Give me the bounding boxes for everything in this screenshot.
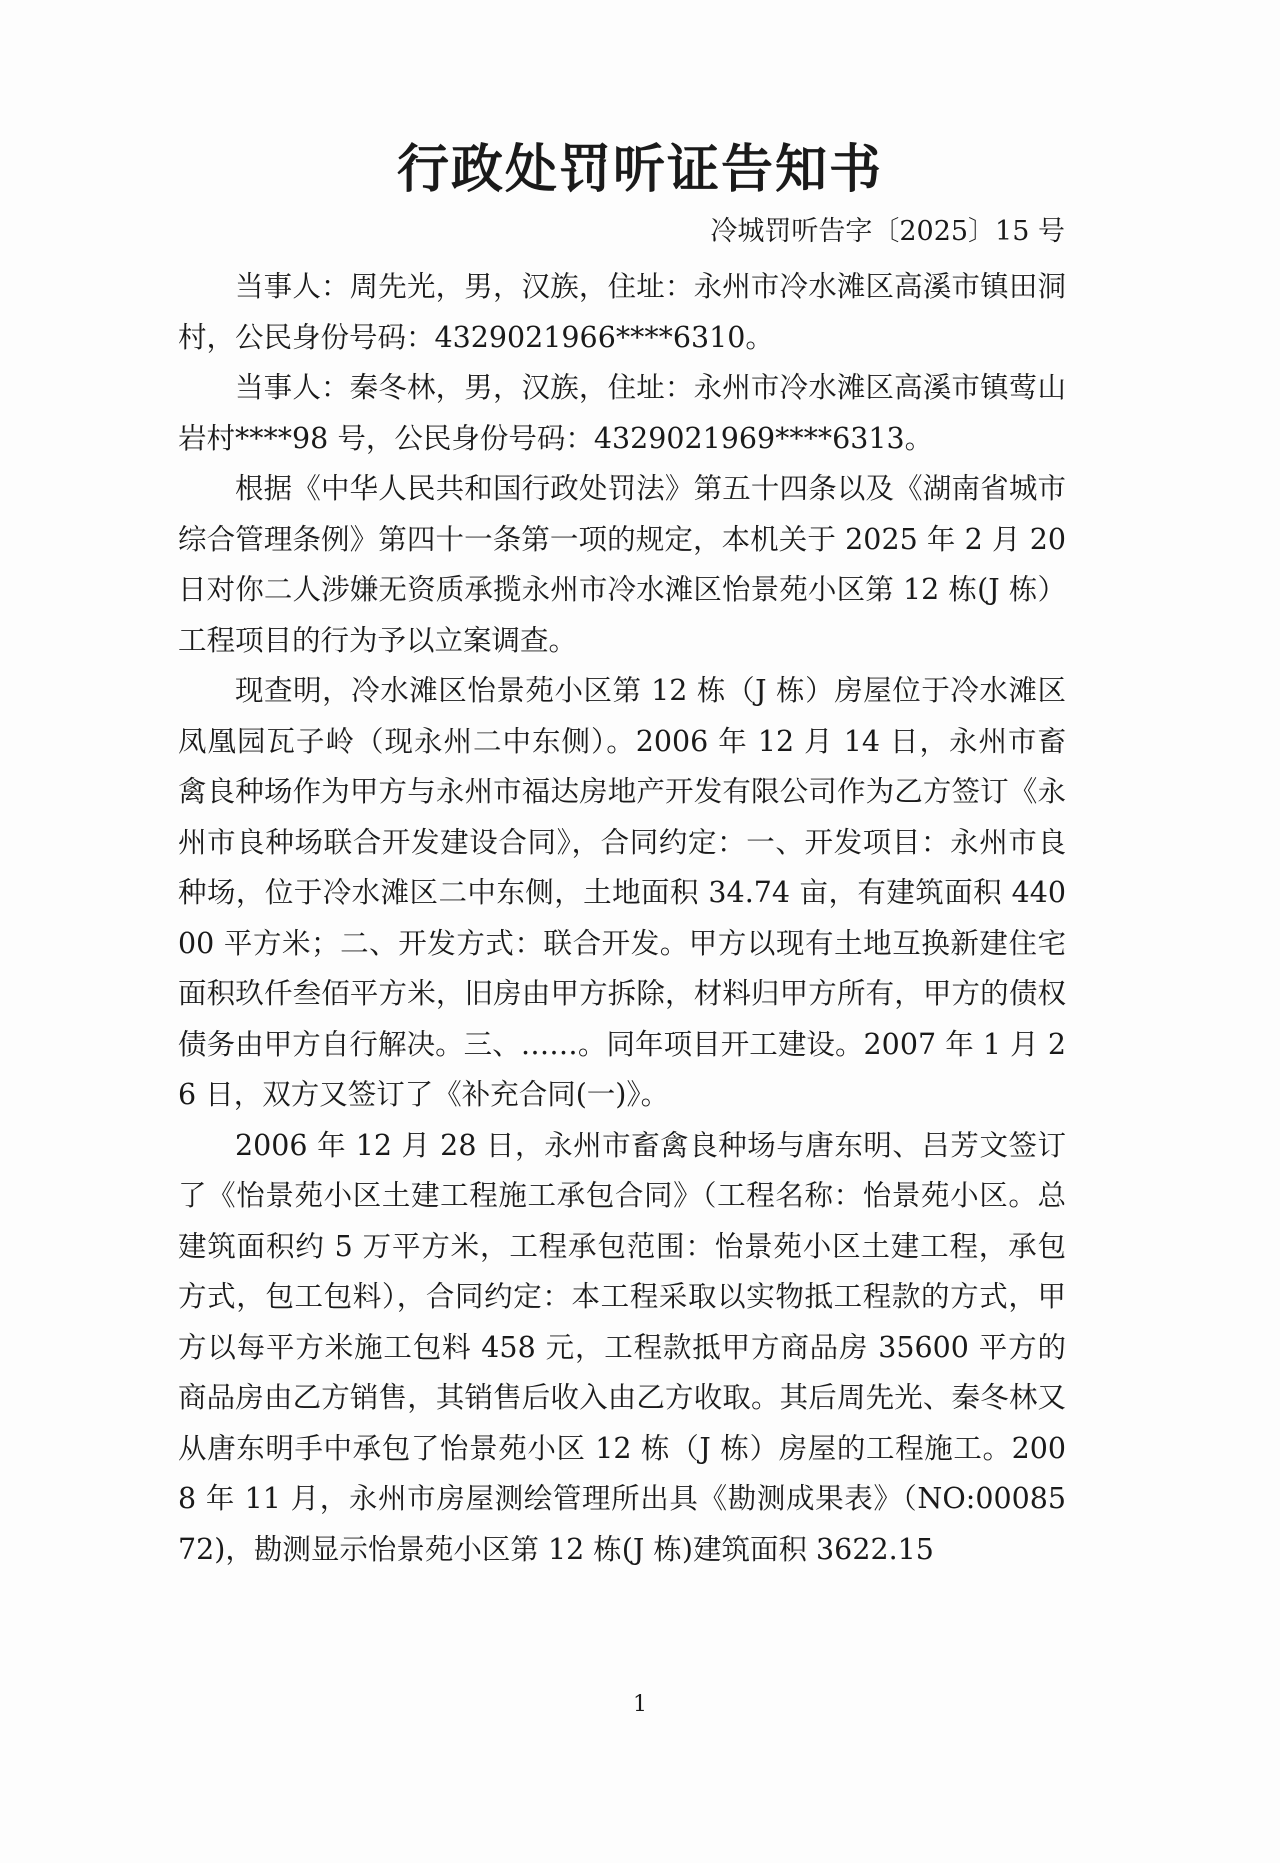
document-title: 行政处罚听证告知书 [396,139,883,200]
paragraph-contract: 2006 年 12 月 28 日，永州市畜禽良种场与唐东明、吕芳文签订了《怡景苑小区土建工程施工承包合同》（工程名称：怡景苑小区。总建筑面积约 5 万平方米，工程承包范围：怡景苑小区土建工程，承包方式，包工包料），合同约定：本工程采取以实物抵工程款的方式，甲方以每平方米施工包料 458 元，工程款抵甲方商品房 35600 平方的商品房由乙方销售，其销售后收入由乙方收取。其后周先光、秦冬林又从唐东明手中承包了怡景苑小区 12 栋（J 栋）房屋的工程施工。2008 年 11 月，永州市房屋测绘管理所出具《勘测成果表》（NO:0008572)，勘测显示怡景苑小区第 12 栋(J 栋)建筑面积 3622.15 [178,1128,1066,1566]
paragraph-legal-basis: 根据《中华人民共和国行政处罚法》第五十四条以及《湖南省城市综合管理条例》第四十一条第一项的规定，本机关于 2025 年 2 月 20 日对你二人涉嫌无资质承揽永州市冷水滩区怡景苑小区第 12 栋(J 栋）工程项目的行为予以立案调查。 [178,472,1066,657]
paragraph-party-2: 当事人：秦冬林，男，汉族，住址：永州市冷水滩区高溪市镇莺山岩村****98 号，公民身份号码：4329021969****6313。 [178,371,1066,455]
document-number: 冷城罚听告字〔2025〕15 号 [710,216,1065,247]
paragraph-party-1: 当事人：周先光，男，汉族，住址：永州市冷水滩区高溪市镇田洞村，公民身份号码：4329021966****6310。 [178,270,1066,354]
page-number: 1 [633,1692,647,1717]
document-body [178,262,1066,1575]
paragraph-findings: 现查明，冷水滩区怡景苑小区第 12 栋（J 栋）房屋位于冷水滩区凤凰园瓦子岭（现永州二中东侧）。2006 年 12 月 14 日，永州市畜禽良种场作为甲方与永州市福达房地产开发有限公司作为乙方签订《永州市良种场联合开发建设合同》，合同约定：一、开发项目：永州市良种场，位于冷水滩区二中东侧，土地面积 34.74 亩，有建筑面积 44000 平方米；二、开发方式：联合开发。甲方以现有土地互换新建住宅面积玖仟叁佰平方米，旧房由甲方拆除，材料归甲方所有，甲方的债权债务由甲方自行解决。三、……。同年项目开工建设。2007 年 1 月 26 日，双方又签订了《补充合同(一)》。 [178,674,1066,1111]
